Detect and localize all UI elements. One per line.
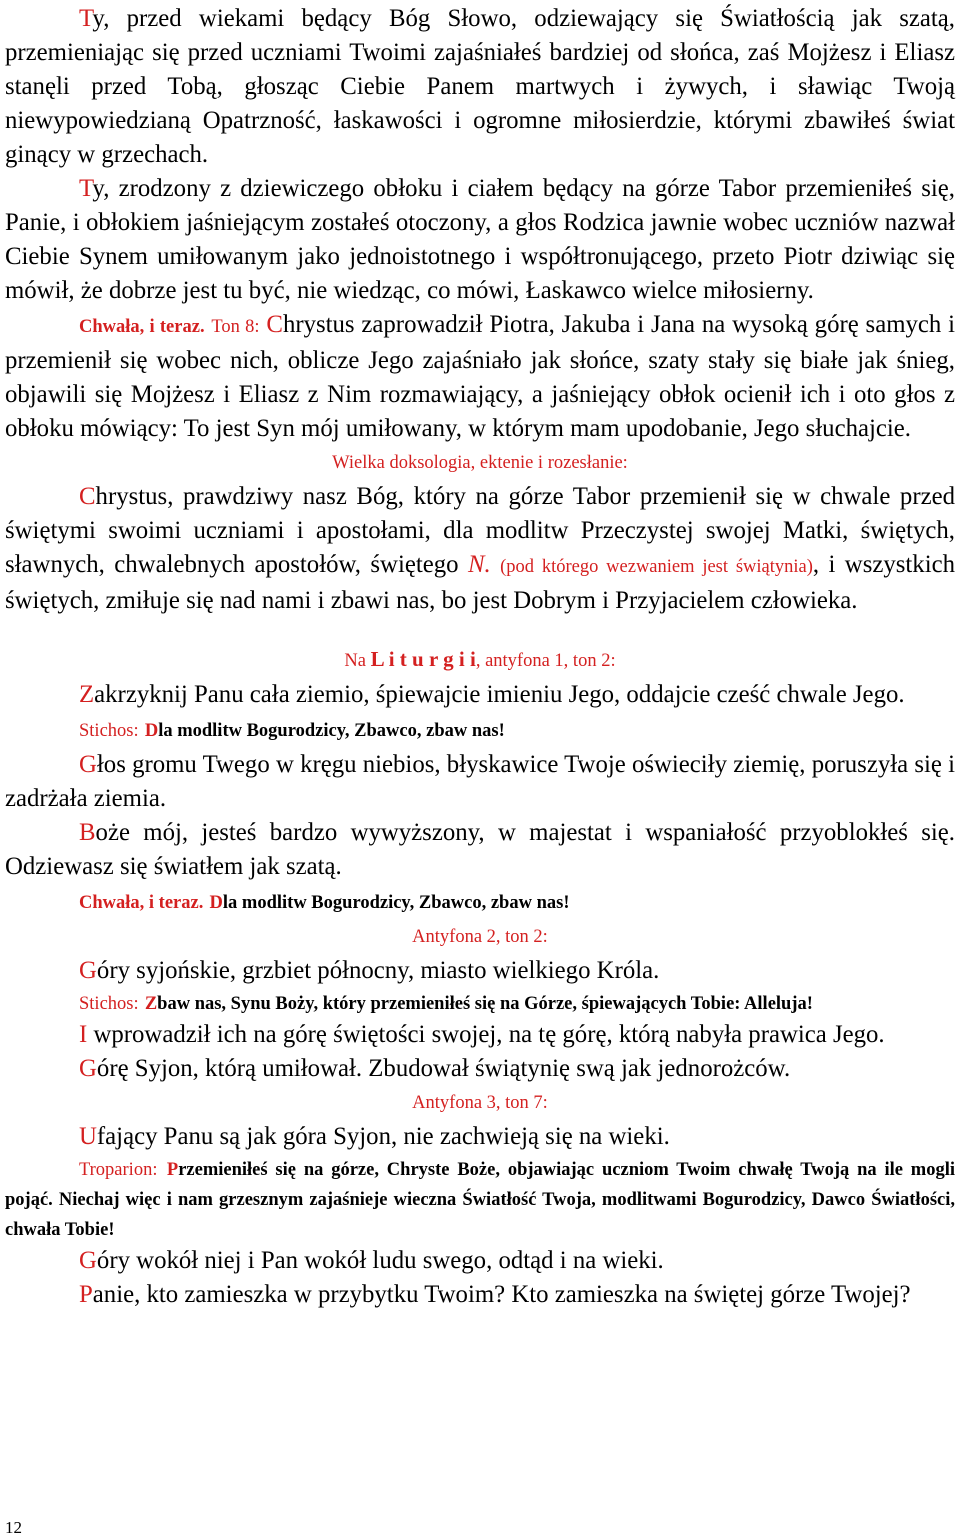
liturgy-heading [5, 642, 955, 678]
troparion-label: Troparion: [79, 1160, 158, 1180]
troparion-text: rzemieniłeś się na górze, Chryste Boże, objawiając uczniom Twoim chwałę Twoją na ile mogli pojąć. Niechaj więc i nam grzesznym zajaśnieje wieczna Światłość Twoja, modlitwami Bogurodzicy, Dawco Światłości, chwała Tobie! [5, 1160, 955, 1240]
initial-letter: B [79, 819, 96, 846]
paragraph-text: hrystus, prawdziwy nasz Bóg, który na górze Tabor przemienił się w chwale przed świętymi swoimi uczniami i apostołami, dla modlitw Przeczystej swojej Matki, świętych, sławnych, chwalebnych apostołów, świętego [5, 483, 955, 578]
saint-name-placeholder: N. [467, 551, 491, 578]
antiphon-2-verse-3 [5, 1052, 955, 1086]
antiphon-3-verse-1 [5, 1120, 955, 1154]
glory-rubric: Chwała, i teraz. [79, 893, 204, 913]
antiphon-3-heading: Antyfona 3, ton 7: [412, 1093, 548, 1113]
initial-letter: G [79, 751, 97, 778]
initial-letter: I [79, 1021, 88, 1048]
rubric-doxology: Wielka doksologia, ektenie i rozesłanie: [332, 453, 628, 473]
initial-letter: D [209, 893, 223, 913]
verse-text: wprowadził ich na górę świętości swojej, na tę górę, którą nabyła prawica Jego. [87, 1021, 885, 1048]
antiphon-2-verse-2 [5, 1018, 955, 1052]
antiphon-3-verse-2 [5, 1244, 955, 1278]
antiphon-2-heading: Antyfona 2, ton 2: [412, 927, 548, 947]
page-content [5, 2, 955, 1312]
initial-letter: T [79, 175, 93, 202]
initial-letter: T [79, 5, 93, 32]
verse-text: fający Panu są jak góra Syjon, nie zachwieją się na wieki. [96, 1123, 670, 1150]
paragraph-text: y, zrodzony z dziewiczego obłoku i ciałem będący na górze Tabor przemieniłeś się, Panie, i obłokiem jaśniejącym zostałeś otoczony, a głos Rodzica jawnie wobec uczniów nazwał Ciebie Synem umiłowanym jako jednoistotnego i współtronującego, przeto Piotr dziwiąc się mówił, że dobrze jest tu być, nie wiedząc, co mówi, Łaskawco wielce miłosierny. [5, 175, 955, 304]
initial-letter: G [79, 957, 97, 984]
stichos-label: Stichos: [79, 994, 139, 1014]
initial-letter: P [79, 1281, 93, 1308]
initial-letter: G [79, 1247, 97, 1274]
prayer-paragraph-2 [5, 172, 955, 308]
dismissal-paragraph [5, 480, 955, 618]
glory-line [5, 884, 955, 920]
paragraph-text: y, przed wiekami będący Bóg Słowo, odziewający się Światłością jak szatą, przemieniając się przed uczniami Twoimi zajaśniałeś bardziej od słońca, zaś Mojżesz i Eliasz stanęli przed Tobą, głosząc Ciebie Panem martwych i żywych, i sławiąc Twoją niewypowiedzianą Opatrzność, łaskawości i ogromne miłosierdzie, którymi zbawiłeś świat ginący w grzechach. [5, 5, 955, 168]
paragraph-text-continued: , i wszystkich świętych, zmiłuje się nad nami i zbawi nas, bo jest Dobrym i Przyjacielem człowieka. [5, 551, 956, 614]
antiphon-2-verse-1 [5, 954, 955, 988]
heading-prefix: Na [344, 651, 371, 671]
initial-letter: U [79, 1123, 97, 1150]
initial-letter: Z [79, 681, 95, 708]
initial-letter: C [79, 483, 96, 510]
glory-rubric: Chwała, i teraz. [79, 317, 205, 337]
stichos-label: Stichos: [79, 721, 139, 741]
initial-letter: D [144, 721, 159, 741]
stichos-2 [5, 988, 955, 1018]
stichos-text: la modlitw Bogurodzicy, Zbawco, zbaw nas! [158, 721, 505, 741]
verse-text: oże mój, jesteś bardzo wywyższony, w majestat i wspaniałość przyoblokłeś się. Odziewasz się światłem jak szatą. [5, 819, 955, 880]
stichos-1 [5, 712, 955, 748]
prayer-paragraph-1 [5, 2, 955, 172]
initial-letter: C [266, 311, 283, 338]
rubric-note: (pod którego wezwaniem jest świątynia) [500, 557, 813, 577]
page-number: 12 [5, 1518, 22, 1537]
heading-suffix: , antyfona 1, ton 2: [475, 651, 616, 671]
initial-letter: Z [144, 994, 158, 1014]
paragraph-text: hrystus zaprowadził Piotra, Jakuba i Jana na wysoką górę samych i przemienił się wobec nich, oblicze Jego zajaśniało jak słońce, szaty stały się białe jak śnieg, objawili się Mojżesz i Eliasz z Nim rozmawiający, a jaśniejący obłok ocienił ich i oto głos z obłoku mówiący: To jest Syn mój umiłowany, w którym mam upodobanie, Jego słuchajcie. [5, 311, 956, 442]
verse-text: óry wokół niej i Pan wokół ludu swego, odtąd i na wieki. [96, 1247, 664, 1274]
glory-text: la modlitw Bogurodzicy, Zbawco, zbaw nas! [222, 893, 570, 913]
antiphon-3-verse-3 [5, 1278, 955, 1312]
prayer-paragraph-3 [5, 308, 955, 446]
antiphon-1-verse-1 [5, 678, 955, 712]
verse-text: órę Syjon, którą umiłował. Zbudował świątynię swą jak jednorożców. [96, 1055, 791, 1082]
heading-liturgy: L i t u r g i i [370, 647, 476, 671]
verse-text: akrzyknij Panu cała ziemio, śpiewajcie imieniu Jego, oddajcie cześć chwale Jego. [94, 681, 905, 708]
initial-letter: P [166, 1160, 179, 1180]
antiphon-1-verse-3 [5, 816, 955, 884]
stichos-text: baw nas, Synu Boży, który przemieniłeś się na Górze, śpiewających Tobie: Alleluja! [157, 994, 813, 1014]
troparion [5, 1154, 955, 1244]
verse-text: anie, kto zamieszka w przybytku Twoim? Kto zamieszka na świętej górze Twojej? [92, 1281, 911, 1308]
initial-letter: G [79, 1055, 97, 1082]
verse-text: łos gromu Twego w kręgu niebios, błyskawice Twoje oświeciły ziemię, poruszyła się i zadrżała ziemia. [5, 751, 955, 812]
verse-text: óry syjońskie, grzbiet północny, miasto wielkiego Króla. [96, 957, 660, 984]
antiphon-1-verse-2 [5, 748, 955, 816]
spacer [5, 618, 955, 642]
tone-rubric: Ton 8: [211, 317, 260, 337]
